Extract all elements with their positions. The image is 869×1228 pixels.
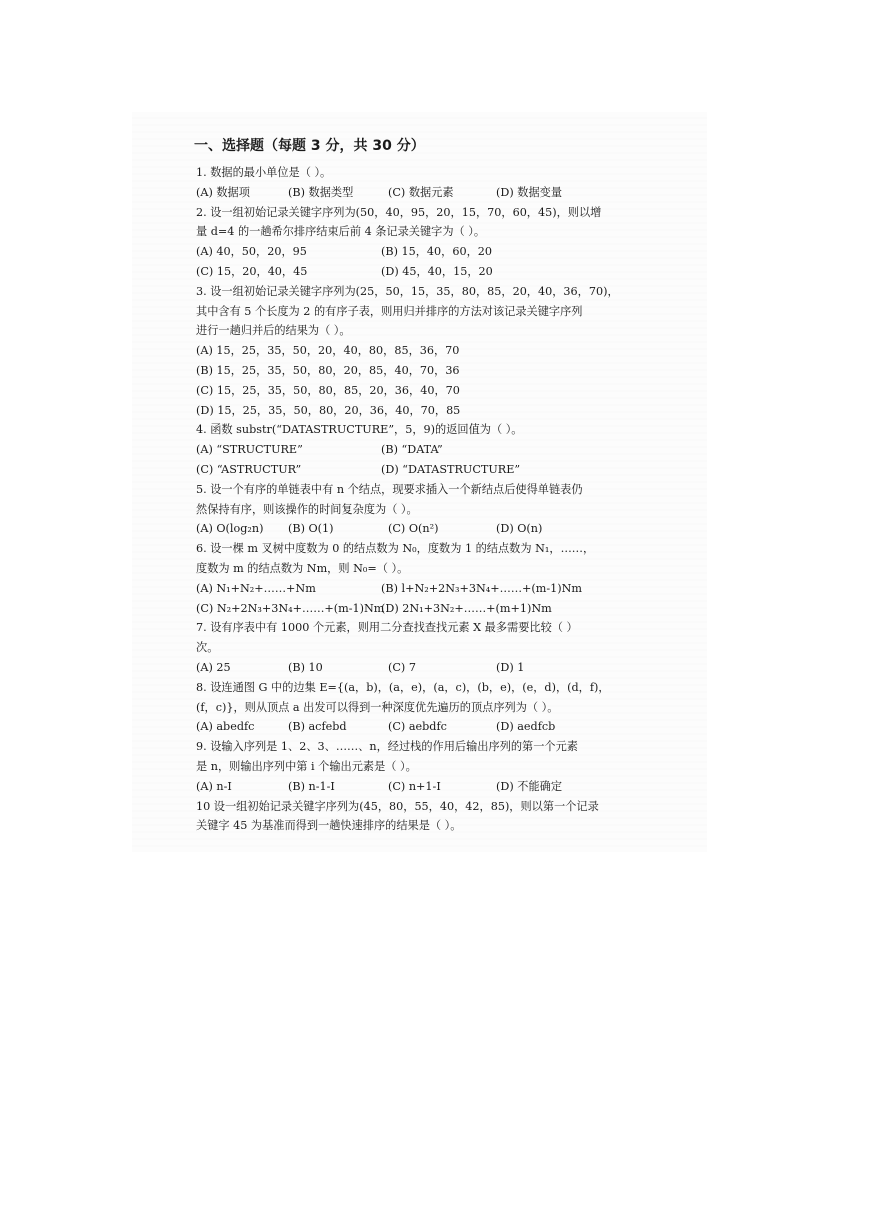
option-row [196,579,716,599]
question-stem: 9. 设输入序列是 1、2、3、……、n，经过栈的作用后输出序列的第一个元素 [196,740,578,754]
option-b: (B) 15，25，35，50，80，20，85，40，70，36 [196,363,460,377]
option-a: (A) 25 [196,660,231,674]
option-a: (A) 40，50，20，95 [196,245,307,259]
question-stem: 4. 函数 substr(“DATASTRUCTURE”，5，9)的返回值为（ ）。 [196,423,523,437]
option-c: (C) “ASTRUCTUR” [196,462,302,476]
option-row [196,777,716,797]
question-3 [196,282,716,421]
option-d: (D) “DATASTRUCTURE” [381,462,521,476]
option-c: (C) 数据元素 [388,185,454,199]
question-stem: 5. 设一个有序的单链表中有 n 个结点，现要求插入一个新结点后使得单链表仍 [196,482,583,496]
option-a: (A) n-I [196,779,232,793]
option-d: (D) 45，40，15，20 [381,264,493,278]
question-section [196,134,716,836]
question-stem: 次。 [196,641,219,655]
question-stem: 是 n，则输出序列中第 i 个输出元素是（ ）。 [196,759,417,773]
question-1 [196,163,716,203]
option-c: (C) O(n²) [388,522,439,536]
question-10 [196,797,716,837]
option-row [196,460,716,480]
question-stem: 8. 设连通图 G 中的边集 E={(a，b)，(a，e)，(a，c)，(b，e)，(e，d)，(d，f)， [196,680,610,694]
question-7 [196,618,716,677]
option-row [196,717,716,737]
option-c: (C) 15，20，40，45 [196,264,308,278]
option-a: (A) 数据项 [196,185,250,199]
question-8 [196,678,716,737]
option-row [196,658,716,678]
option-d: (D) 2N₁+3N₂+……+(m+1)Nm [381,601,552,615]
option-a: (A) O(log₂n) [196,522,264,536]
question-stem: 2. 设一组初始记录关键字序列为(50，40，95，20，15，70，60，45)，则以增 [196,205,602,219]
question-stem: 6. 设一棵 m 叉树中度数为 0 的结点数为 N₀，度数为 1 的结点数为 N₁，……， [196,542,595,556]
question-2 [196,203,716,282]
option-c: (C) 15，25，35，50，80，85，20，36，40，70 [196,383,460,397]
option-row [196,242,716,262]
option-d: (D) 数据变量 [496,185,563,199]
question-stem: 关键字 45 为基准而得到一趟快速排序的结果是（ ）。 [196,819,462,833]
option-row [196,440,716,460]
option-c: (C) N₂+2N₃+3N₄+……+(m-1)Nm [196,601,385,615]
option-c: (C) aebdfc [388,720,447,734]
option-row [196,183,716,203]
option-row [196,519,716,539]
option-b: (B) 10 [288,660,323,674]
option-a: (A) N₁+N₂+……+Nm [196,581,316,595]
option-b: (B) 数据类型 [288,185,354,199]
question-stem: 10 设一组初始记录关键字序列为(45，80，55，40，42，85)，则以第一个记录 [196,799,599,813]
question-stem: 度数为 m 的结点数为 Nm，则 N₀=（ ）。 [196,561,409,575]
option-d: (D) aedfcb [496,720,556,734]
question-stem: 1. 数据的最小单位是（ ）。 [196,166,332,179]
question-5 [196,480,716,539]
option-c: (C) 7 [388,660,416,674]
option-d: (D) 不能确定 [496,779,563,793]
option-a: (A) abedfc [196,720,255,734]
question-stem: 进行一趟归并后的结果为（ ）。 [196,324,351,338]
question-stem: 其中含有 5 个长度为 2 的有序子表，则用归并排序的方法对该记录关键字序列 [196,304,583,318]
option-b: (B) O(1) [288,522,334,536]
question-stem: 量 d=4 的一趟希尔排序结束后前 4 条记录关键字为（ ）。 [196,225,486,239]
question-stem: (f，c)}，则从顶点 a 出发可以得到一种深度优先遍历的顶点序列为（ ）。 [196,700,559,714]
option-b: (B) acfebd [288,720,347,734]
question-stem: 然保持有序，则该操作的时间复杂度为（ ）。 [196,502,418,516]
option-b: (B) l+N₂+2N₃+3N₄+……+(m-1)Nm [381,581,583,595]
section-title: 一、选择题（每题 3 分，共 30 分） [194,138,425,154]
question-9 [196,737,716,796]
question-6 [196,539,716,618]
option-row [196,262,716,282]
option-a: (A) “STRUCTURE” [196,443,303,457]
option-a: (A) 15，25，35，50，20，40，80，85，36，70 [196,344,460,358]
option-d: (D) 15，25，35，50，80，20，36，40，70，85 [196,403,461,417]
option-b: (B) 15，40，60，20 [381,245,493,259]
question-stem: 3. 设一组初始记录关键字序列为(25，50，15，35，80，85，20，40，36，70)， [196,284,619,298]
option-c: (C) n+1-I [388,779,441,793]
option-row [196,599,716,619]
option-d: (D) O(n) [496,522,543,536]
question-stem: 7. 设有序表中有 1000 个元素，则用二分查找查找元素 X 最多需要比较（ ） [196,621,578,635]
option-d: (D) 1 [496,660,525,674]
question-4 [196,420,716,479]
option-b: (B) n-1-I [288,779,335,793]
option-b: (B) “DATA” [381,443,443,457]
